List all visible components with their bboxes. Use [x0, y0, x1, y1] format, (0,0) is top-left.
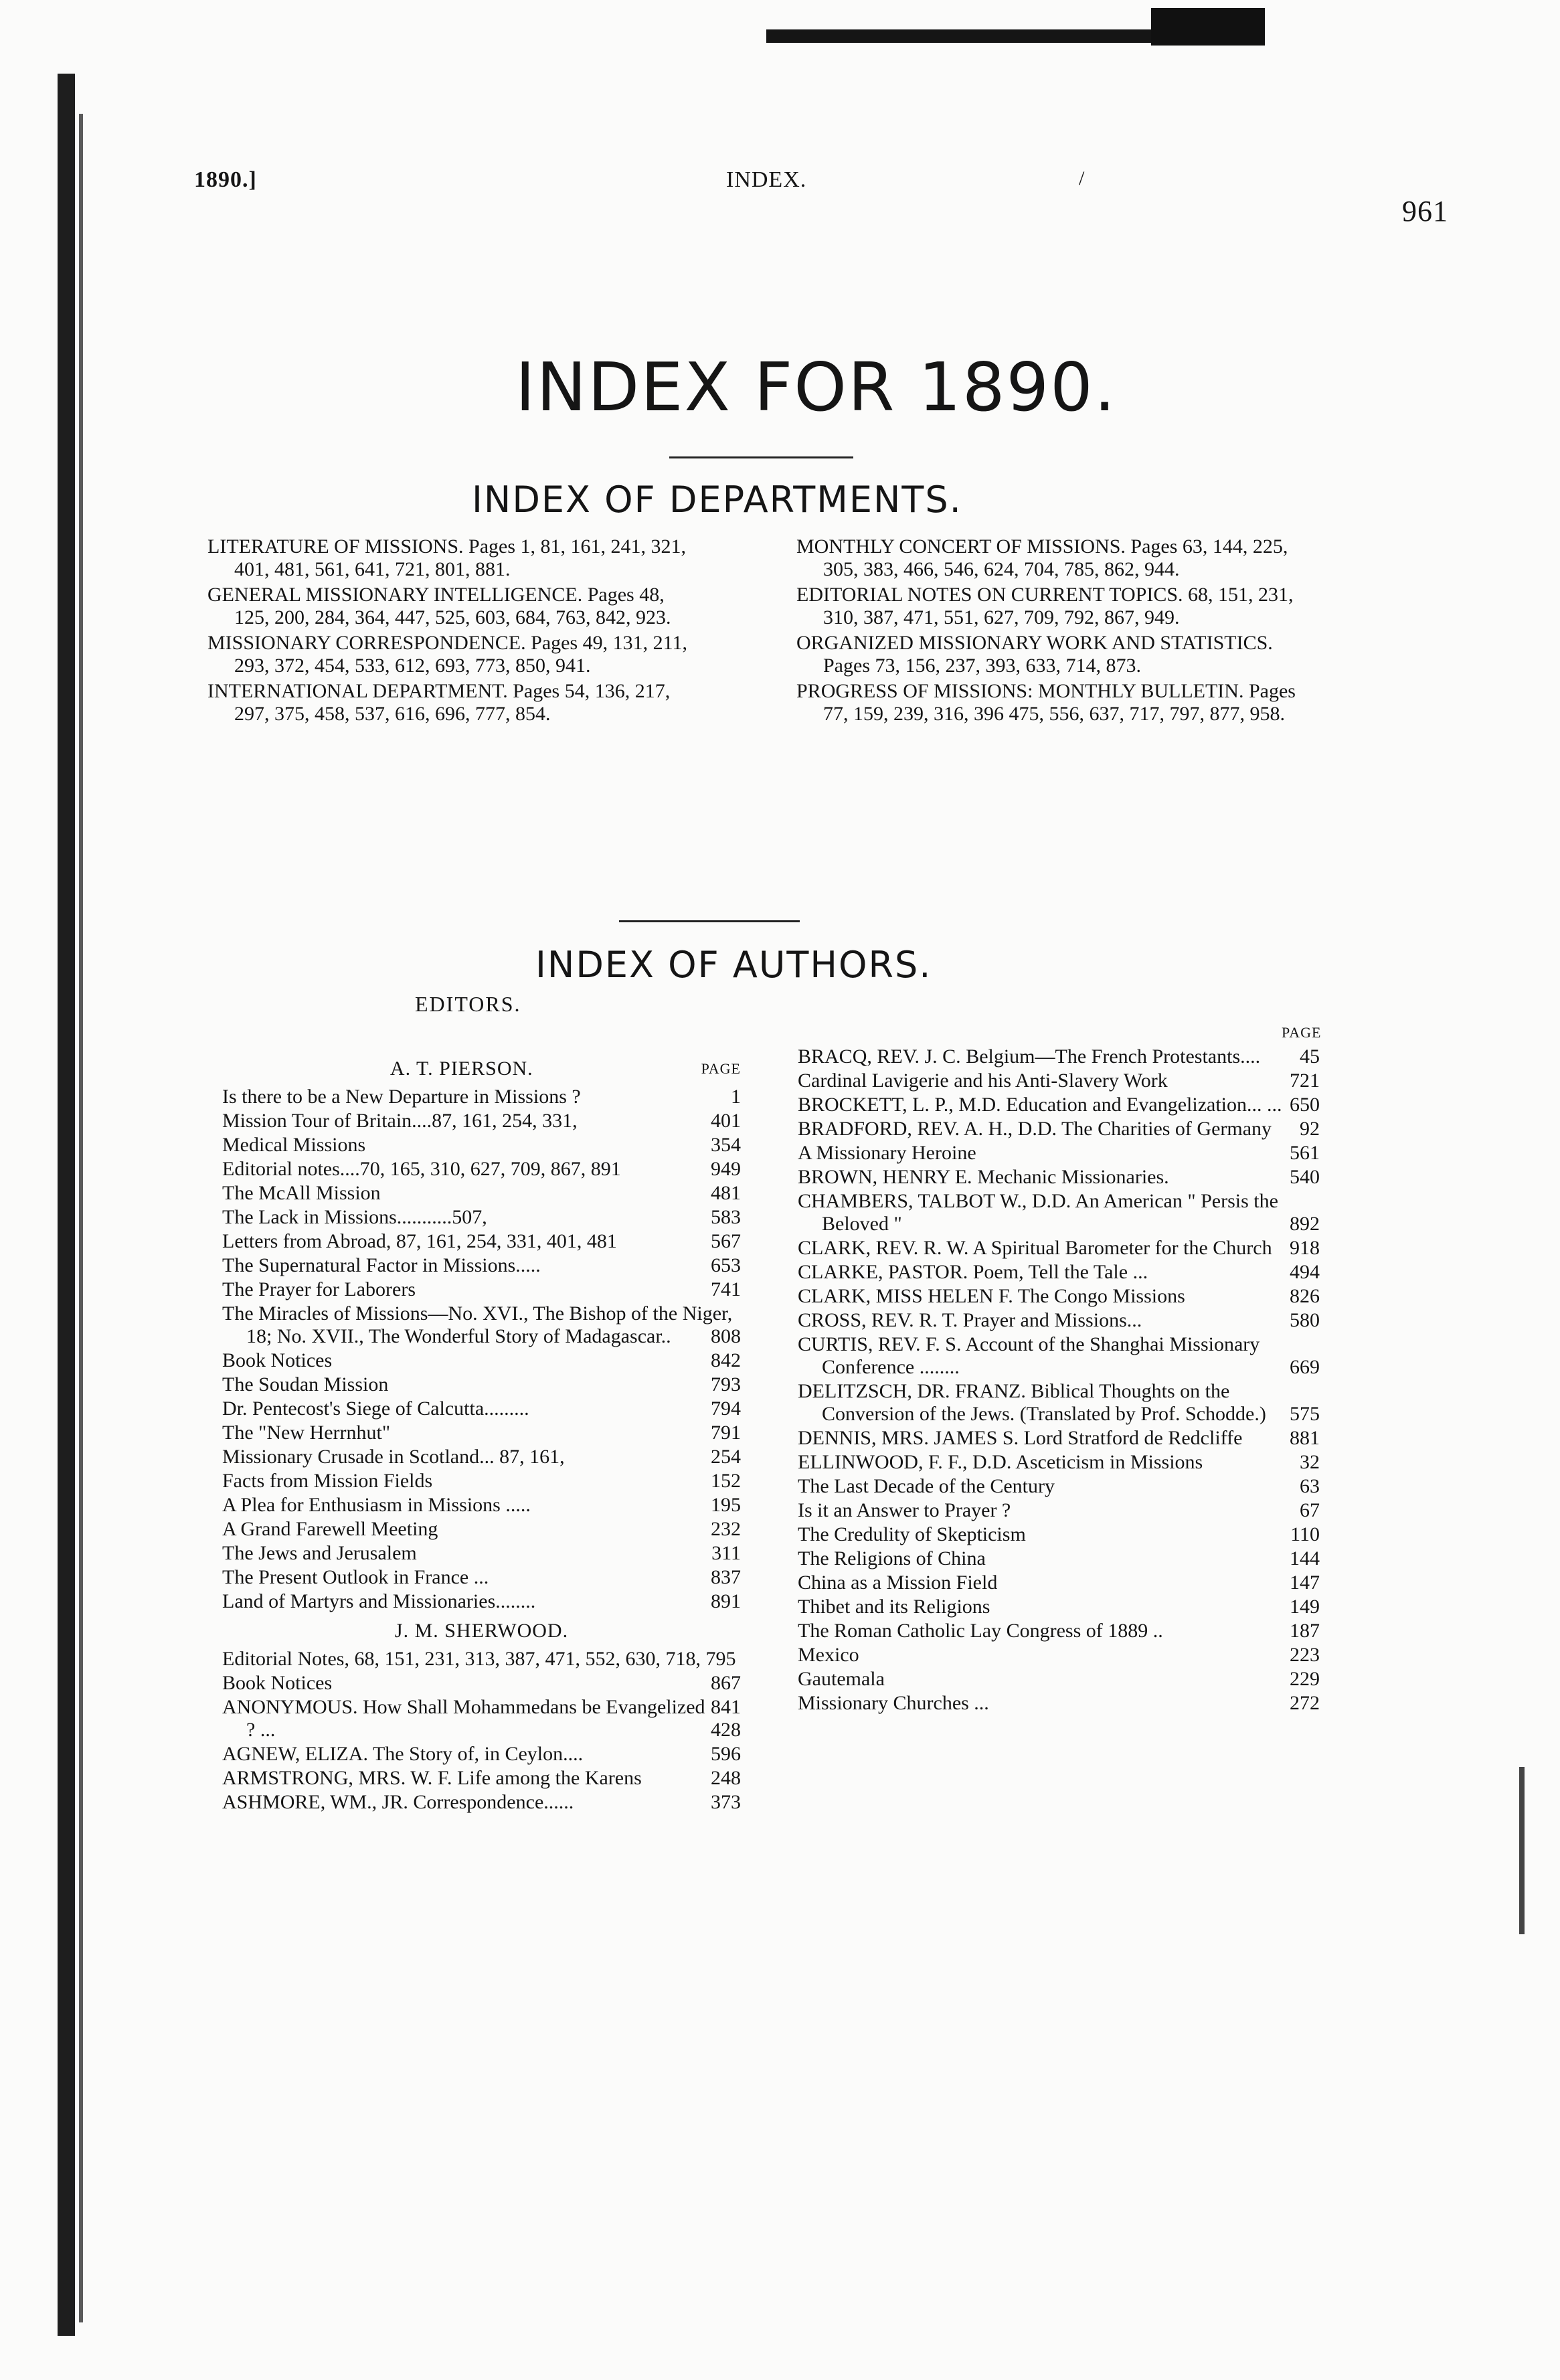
entry-text: The Charities of Germany	[1061, 1118, 1272, 1140]
page-ref: 110	[1290, 1523, 1320, 1545]
page-ref: 232	[711, 1518, 741, 1540]
dept-entry: PROGRESS OF MISSIONS: MONTHLY BULLETIN. Pages 77, 159, 239, 316, 396 475, 556, 637, 717, 797, 877, 958.	[796, 680, 1296, 725]
page-ref: 575	[1290, 1403, 1320, 1425]
entry-text: The Lack in Missions...........507,	[222, 1206, 487, 1228]
entry-text: The Jews and Jerusalem	[222, 1542, 417, 1564]
list-item	[222, 1648, 741, 1671]
list-item	[798, 1475, 1320, 1498]
page-ref: 653	[711, 1254, 741, 1276]
section-rule	[619, 920, 800, 922]
list-item	[798, 1309, 1320, 1332]
entry-text: DENNIS, MRS. JAMES S.	[798, 1427, 1019, 1449]
list-item	[222, 1254, 741, 1277]
entry-text: Is there to be a New Departure in Missions ?	[222, 1086, 581, 1108]
entry-text: Editorial notes....70, 165, 310, 627, 709, 867, 891	[222, 1158, 621, 1180]
list-item	[798, 1596, 1320, 1618]
entry-text: The Soudan Mission	[222, 1373, 389, 1395]
page-ref: 481	[711, 1182, 741, 1204]
dept-entry: MISSIONARY CORRESPONDENCE. Pages 49, 131, 211, 293, 372, 454, 533, 612, 693, 773, 850, 941.	[207, 632, 688, 677]
scan-edge-left	[58, 74, 75, 2336]
scan-edge-left-inner	[79, 114, 83, 2322]
entry-text: A. T. PIERSON.	[389, 1057, 533, 1080]
page-ref: 826	[1290, 1285, 1320, 1307]
entry-text: BROWN, HENRY E.	[798, 1166, 972, 1188]
list-item	[798, 1451, 1320, 1474]
list-item	[798, 1237, 1320, 1260]
page-ref: 867	[711, 1672, 741, 1694]
page-ref: 92	[1300, 1118, 1320, 1140]
page-ref: 741	[711, 1278, 741, 1300]
entry-text: The Present Outlook in France ...	[222, 1566, 489, 1588]
entry-text: China as a Mission Field	[798, 1571, 998, 1594]
entry-text: The Story of, in Ceylon....	[372, 1743, 584, 1765]
entry-text: CLARK, REV. R. W.	[798, 1237, 969, 1259]
page-ref: 152	[711, 1470, 741, 1492]
page-ref: 63	[1300, 1475, 1320, 1497]
dept-entry: INTERNATIONAL DEPARTMENT. Pages 54, 136, 217, 297, 375, 458, 537, 616, 696, 777, 854.	[207, 680, 671, 725]
list-item	[222, 1470, 741, 1493]
entry-text: The Credulity of Skepticism	[798, 1523, 1026, 1545]
entry-text: Letters from Abroad, 87, 161, 254, 331, 401, 481	[222, 1230, 617, 1252]
list-item	[222, 1494, 741, 1517]
entry-text: Dr. Pentecost's Siege of Calcutta.........	[222, 1397, 529, 1420]
list-item	[798, 1668, 1320, 1691]
departments-right-column	[796, 535, 1318, 728]
list-item	[222, 1446, 741, 1468]
entry-text: Asceticism in Missions	[1015, 1451, 1203, 1473]
list-item	[798, 1499, 1320, 1522]
list-item	[222, 1349, 741, 1372]
authors-left-column	[222, 1051, 741, 1815]
list-item	[798, 1427, 1320, 1450]
page-ref: 248	[711, 1767, 741, 1789]
page-ref: 272	[1290, 1692, 1320, 1714]
list-item	[798, 1523, 1320, 1546]
list-item	[222, 1743, 741, 1766]
page-ref: 561	[1290, 1142, 1320, 1164]
list-item	[798, 1045, 1320, 1068]
entry-text: Belgium—The French Protestants....	[966, 1045, 1261, 1068]
entry-text: The Religions of China	[798, 1547, 986, 1569]
list-item	[222, 1206, 741, 1229]
entry-text: CURTIS, REV. F. S.	[798, 1333, 962, 1355]
page-ref: 650	[1290, 1094, 1320, 1116]
entry-text: Facts from Mission Fields	[222, 1470, 433, 1492]
entry-text: Gautemala	[798, 1668, 885, 1690]
entry-text: The McAll Mission	[222, 1182, 381, 1204]
list-item	[222, 1110, 741, 1132]
page-label-left: PAGE	[701, 1060, 741, 1077]
list-item	[222, 1542, 741, 1565]
list-item	[222, 1397, 741, 1420]
page-ref: 669	[1290, 1356, 1320, 1378]
entry-text: Editorial Notes, 68, 151, 231, 313, 387, 471, 552, 630, 718, 795	[222, 1648, 736, 1670]
dept-entry: MONTHLY CONCERT OF MISSIONS. Pages 63, 144, 225, 305, 383, 466, 546, 624, 704, 785, 862, 944.	[796, 535, 1288, 580]
page-ref: 223	[1290, 1644, 1320, 1666]
page-ref: 144	[1290, 1547, 1320, 1569]
entry-text: ANONYMOUS.	[222, 1696, 358, 1718]
page-ref: 1	[731, 1086, 741, 1108]
entry-text: DELITZSCH, DR. FRANZ.	[798, 1380, 1026, 1402]
scan-edge-top-block	[1151, 8, 1265, 46]
list-item	[798, 1094, 1320, 1116]
entry-text: Biblical Thoughts on the Conversion of the Jews. (Translated by Prof. Schodde.)	[822, 1380, 1266, 1425]
list-item	[798, 1261, 1320, 1284]
page-ref: 187	[1290, 1620, 1320, 1642]
entry-text: Mexico	[798, 1644, 859, 1666]
entry-text: AGNEW, ELIZA.	[222, 1743, 369, 1765]
dept-entry: ORGANIZED MISSIONARY WORK AND STATISTICS. Pages 73, 156, 237, 393, 633, 714, 873.	[796, 632, 1273, 677]
entry-text: Correspondence......	[413, 1791, 574, 1813]
entry-text: A Missionary Heroine	[798, 1142, 976, 1164]
list-item	[798, 1070, 1320, 1092]
list-item	[222, 1134, 741, 1157]
entry-text: BROCKETT, L. P., M.D.	[798, 1094, 1001, 1116]
entry-text: The "New Herrnhut"	[222, 1422, 391, 1444]
page-ref: 837	[711, 1566, 741, 1588]
page-ref: 540	[1290, 1166, 1320, 1188]
list-item	[222, 1696, 741, 1741]
entry-text: Is it an Answer to Prayer ?	[798, 1499, 1011, 1521]
editor-name	[222, 1057, 741, 1080]
list-item	[222, 1791, 741, 1814]
departments-left-column	[207, 535, 699, 728]
page-ref: 401	[711, 1110, 741, 1132]
entry-text: A Spiritual Barometer for the Church	[972, 1237, 1272, 1259]
entry-text: CLARKE, PASTOR.	[798, 1261, 968, 1283]
entry-text: CHAMBERS, TALBOT W., D.D.	[798, 1190, 1071, 1212]
page-ref: 842	[711, 1349, 741, 1371]
page-ref: 841	[711, 1696, 741, 1718]
entry-text: The Congo Missions	[1017, 1285, 1185, 1307]
list-item	[222, 1158, 741, 1181]
entry-text: Cardinal Lavigerie and his Anti-Slavery Work	[798, 1070, 1168, 1092]
list-item	[222, 1086, 741, 1108]
page-ref: 254	[711, 1446, 741, 1468]
entry-text: Missionary Churches ...	[798, 1692, 989, 1714]
list-item	[222, 1518, 741, 1541]
page-ref: 918	[1290, 1237, 1320, 1259]
page-ref: 147	[1290, 1571, 1320, 1594]
entry-text: ARMSTRONG, MRS. W. F.	[222, 1767, 452, 1789]
entry-text: Land of Martyrs and Missionaries........	[222, 1590, 536, 1612]
page-ref: 354	[711, 1134, 741, 1156]
header-year: 1890.]	[194, 167, 257, 192]
list-item	[798, 1620, 1320, 1642]
scan-edge-right	[1519, 1767, 1525, 1934]
entry-text: Medical Missions	[222, 1134, 366, 1156]
page-label-right: PAGE	[1282, 1024, 1322, 1041]
entry-text: CROSS, REV. R. T.	[798, 1309, 958, 1331]
list-item	[798, 1571, 1320, 1594]
list-item	[798, 1166, 1320, 1189]
list-item	[222, 1672, 741, 1695]
entry-text: The Roman Catholic Lay Congress of 1889 ..	[798, 1620, 1163, 1642]
page-ref: 373	[711, 1791, 741, 1813]
page-ref: 229	[1290, 1668, 1320, 1690]
entry-text: ELLINWOOD, F. F., D.D.	[798, 1451, 1012, 1473]
entry-text: The Last Decade of the Century	[798, 1475, 1055, 1497]
editor-name: J. M. SHERWOOD.	[394, 1620, 569, 1642]
entry-text: Prayer and Missions...	[962, 1309, 1142, 1331]
entry-text: BRACQ, REV. J. C.	[798, 1045, 961, 1068]
list-item	[798, 1692, 1320, 1715]
header-title: INDEX.	[726, 167, 807, 192]
entry-text: Missionary Crusade in Scotland... 87, 161,	[222, 1446, 565, 1468]
page-title: INDEX FOR 1890.	[515, 348, 1117, 426]
list-item	[798, 1142, 1320, 1165]
entry-text: Lord Stratford de Redcliffe	[1023, 1427, 1243, 1449]
list-item	[222, 1566, 741, 1589]
dept-entry: GENERAL MISSIONARY INTELLIGENCE. Pages 48, 125, 200, 284, 364, 447, 525, 603, 684, 763, 842, 923.	[207, 584, 671, 628]
entry-text: The Supernatural Factor in Missions.....	[222, 1254, 541, 1276]
list-item	[222, 1590, 741, 1613]
list-item	[222, 1182, 741, 1205]
list-item	[222, 1278, 741, 1301]
page-number: 961	[1402, 195, 1448, 228]
page-ref: 32	[1300, 1451, 1320, 1473]
authors-right-column	[798, 1045, 1320, 1716]
list-item	[798, 1380, 1320, 1426]
list-item	[222, 1422, 741, 1444]
entry-text: The Miracles of Missions—No. XVI., The Bishop of the Niger, 18; No. XVII., The Wonderful Story of Madagascar..	[222, 1302, 733, 1347]
list-item	[222, 1302, 741, 1348]
page-ref: 891	[711, 1590, 741, 1612]
page-ref: 596	[711, 1743, 741, 1765]
page-ref: 195	[711, 1494, 741, 1516]
page-ref: 721	[1290, 1070, 1320, 1092]
list-item	[798, 1190, 1320, 1236]
entry-text: An American " Persis the Beloved "	[822, 1190, 1278, 1235]
entry-text: Poem, Tell the Tale ...	[972, 1261, 1148, 1283]
list-item	[222, 1373, 741, 1396]
list-item	[798, 1644, 1320, 1667]
entry-text: BRADFORD, REV. A. H., D.D.	[798, 1118, 1057, 1140]
list-item	[798, 1333, 1320, 1379]
authors-heading: INDEX OF AUTHORS.	[535, 944, 932, 986]
title-rule	[669, 456, 853, 458]
editors-label: EDITORS.	[415, 992, 521, 1016]
list-item	[222, 1767, 741, 1790]
page-ref: 808	[711, 1325, 741, 1347]
entry-text: Book Notices	[222, 1349, 333, 1371]
page-ref: 428	[711, 1719, 741, 1741]
page-ref: 881	[1290, 1427, 1320, 1449]
list-item	[798, 1285, 1320, 1308]
page-ref: 311	[711, 1542, 741, 1564]
page-ref: 494	[1290, 1261, 1320, 1283]
dept-entry: LITERATURE OF MISSIONS. Pages 1, 81, 161, 241, 321, 401, 481, 561, 641, 721, 801, 881.	[207, 535, 687, 580]
entry-text: Mission Tour of Britain....87, 161, 254, 331,	[222, 1110, 578, 1132]
page-ref: 794	[711, 1397, 741, 1420]
page-ref: 149	[1290, 1596, 1320, 1618]
header-mark: /	[1079, 167, 1085, 189]
dept-entry: EDITORIAL NOTES ON CURRENT TOPICS. 68, 151, 231, 310, 387, 471, 551, 627, 709, 792, 867, 949.	[796, 584, 1294, 628]
page-ref: 583	[711, 1206, 741, 1228]
entry-text: The Prayer for Laborers	[222, 1278, 416, 1300]
page-ref: 793	[711, 1373, 741, 1395]
page-ref: 67	[1300, 1499, 1320, 1521]
entry-text: A Plea for Enthusiasm in Missions .....	[222, 1494, 531, 1516]
page-ref: 580	[1290, 1309, 1320, 1331]
page-ref: 567	[711, 1230, 741, 1252]
entry-text: Thibet and its Religions	[798, 1596, 990, 1618]
entry-text: A Grand Farewell Meeting	[222, 1518, 438, 1540]
page-ref: 892	[1290, 1213, 1320, 1235]
entry-text: Account of the Shanghai Missionary Conference ........	[822, 1333, 1260, 1378]
page-ref: 791	[711, 1422, 741, 1444]
departments-heading: INDEX OF DEPARTMENTS.	[472, 479, 962, 521]
list-item	[798, 1547, 1320, 1570]
entry-text: Education and Evangelization... ...	[1006, 1094, 1282, 1116]
page-ref: 45	[1300, 1045, 1320, 1068]
list-item	[222, 1230, 741, 1253]
page-ref: 949	[711, 1158, 741, 1180]
entry-text: Mechanic Missionaries.	[977, 1166, 1169, 1188]
entry-text: How Shall Mohammedans be Evangelized ? ...	[246, 1696, 705, 1741]
list-item	[798, 1118, 1320, 1140]
entry-text: ASHMORE, WM., JR.	[222, 1791, 408, 1813]
entry-text: Life among the Karens	[457, 1767, 642, 1789]
entry-text: CLARK, MISS HELEN F.	[798, 1285, 1013, 1307]
entry-text: Book Notices	[222, 1672, 333, 1694]
